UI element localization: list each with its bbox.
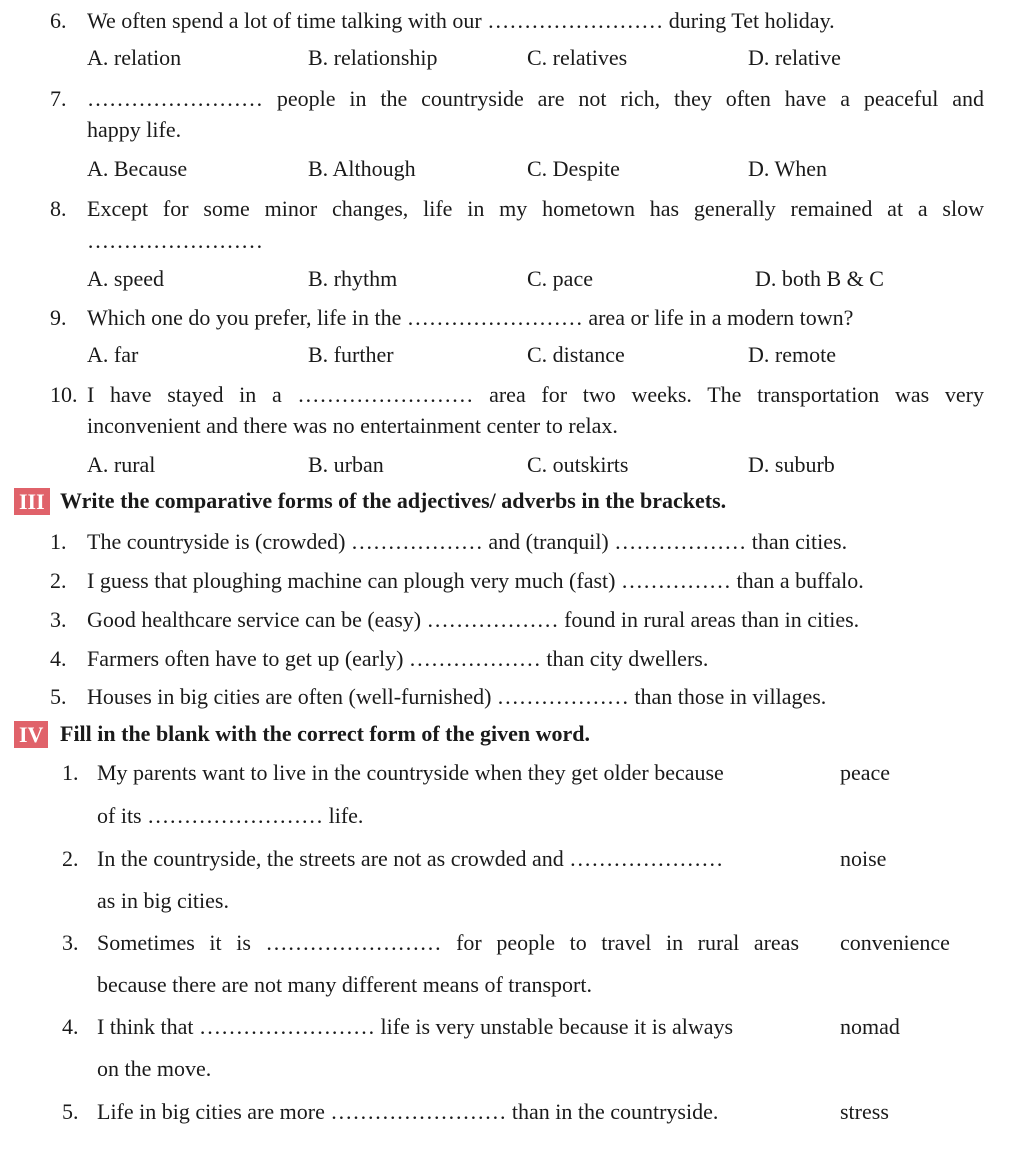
question-text-continued: inconvenient and there was no entertainment center to relax. xyxy=(87,413,618,438)
given-word: nomad xyxy=(840,1014,900,1039)
option-c: C. outskirts xyxy=(527,452,629,477)
item-number: 1. xyxy=(62,760,79,785)
option-a: A. Because xyxy=(87,156,188,181)
item-number: 5. xyxy=(62,1099,79,1124)
item-text: The countryside is (crowded) ……………… and (tranquil) ……………… than cities. xyxy=(87,529,848,554)
question-number: 6. xyxy=(50,8,67,33)
item-number: 3. xyxy=(50,607,67,632)
item-text: My parents want to live in the countryside when they get older because xyxy=(97,760,724,785)
question-text: We often spend a lot of time talking with our …………………… during Tet holiday. xyxy=(87,8,835,33)
given-word: noise xyxy=(840,846,887,871)
question-number: 7. xyxy=(50,86,67,111)
question-number: 8. xyxy=(50,196,67,221)
item-text: Good healthcare service can be (easy) ……………… found in rural areas than in cities. xyxy=(87,607,860,632)
option-b: B. relationship xyxy=(308,45,438,70)
option-d: D. both B & C xyxy=(755,266,884,291)
item-number: 1. xyxy=(50,529,67,554)
question-number: 10. xyxy=(50,382,78,407)
item-text-continued: as in big cities. xyxy=(97,888,229,913)
question-text: …………………… people in the countryside are not rich, they often have a peaceful and xyxy=(87,86,984,111)
item-number: 4. xyxy=(62,1014,79,1039)
item-text: Sometimes it is …………………… for people to travel in rural areas xyxy=(97,930,799,955)
given-word: convenience xyxy=(840,930,950,955)
given-word: stress xyxy=(840,1099,889,1124)
item-text: Houses in big cities are often (well-furnished) ……………… than those in villages. xyxy=(87,684,827,709)
question-text: Which one do you prefer, life in the …………………… area or life in a modern town? xyxy=(87,305,854,330)
section-title: Write the comparative forms of the adjectives/ adverbs in the brackets. xyxy=(60,488,727,513)
option-c: C. distance xyxy=(527,342,625,367)
item-text: I guess that ploughing machine can plough very much (fast) …………… than a buffalo. xyxy=(87,568,864,593)
question-text-continued: happy life. xyxy=(87,117,182,142)
answer-blank: …………………… xyxy=(87,228,263,253)
item-text-continued: of its …………………… life. xyxy=(97,803,364,828)
question-number: 9. xyxy=(50,305,67,330)
item-number: 2. xyxy=(50,568,67,593)
item-number: 5. xyxy=(50,684,67,709)
section-badge: IV xyxy=(14,721,48,748)
option-d: D. relative xyxy=(748,45,841,70)
question-text: I have stayed in a …………………… area for two weeks. The transportation was very xyxy=(87,382,984,407)
option-b: B. rhythm xyxy=(308,266,398,291)
option-a: A. speed xyxy=(87,266,164,291)
question-text: Except for some minor changes, life in my hometown has generally remained at a slow xyxy=(87,196,984,221)
section-title: Fill in the blank with the correct form of the given word. xyxy=(60,721,590,746)
option-a: A. far xyxy=(87,342,139,367)
item-text: In the countryside, the streets are not as crowded and ………………… xyxy=(97,846,724,871)
item-text: Farmers often have to get up (early) ……………… than city dwellers. xyxy=(87,646,709,671)
item-text-continued: because there are not many different means of transport. xyxy=(97,972,592,997)
option-b: B. Although xyxy=(308,156,416,181)
option-c: C. relatives xyxy=(527,45,628,70)
section-badge: III xyxy=(14,488,50,515)
option-c: C. pace xyxy=(527,266,593,291)
item-text: Life in big cities are more …………………… than in the countryside. xyxy=(97,1099,719,1124)
item-text-continued: on the move. xyxy=(97,1056,212,1081)
item-number: 4. xyxy=(50,646,67,671)
option-b: B. further xyxy=(308,342,394,367)
given-word: peace xyxy=(840,760,891,785)
option-d: D. suburb xyxy=(748,452,835,477)
item-number: 2. xyxy=(62,846,79,871)
item-number: 3. xyxy=(62,930,79,955)
option-b: B. urban xyxy=(308,452,384,477)
option-d: D. When xyxy=(748,156,828,181)
option-a: A. rural xyxy=(87,452,156,477)
option-a: A. relation xyxy=(87,45,182,70)
option-c: C. Despite xyxy=(527,156,620,181)
option-d: D. remote xyxy=(748,342,836,367)
item-text: I think that …………………… life is very unstable because it is always xyxy=(97,1014,734,1039)
